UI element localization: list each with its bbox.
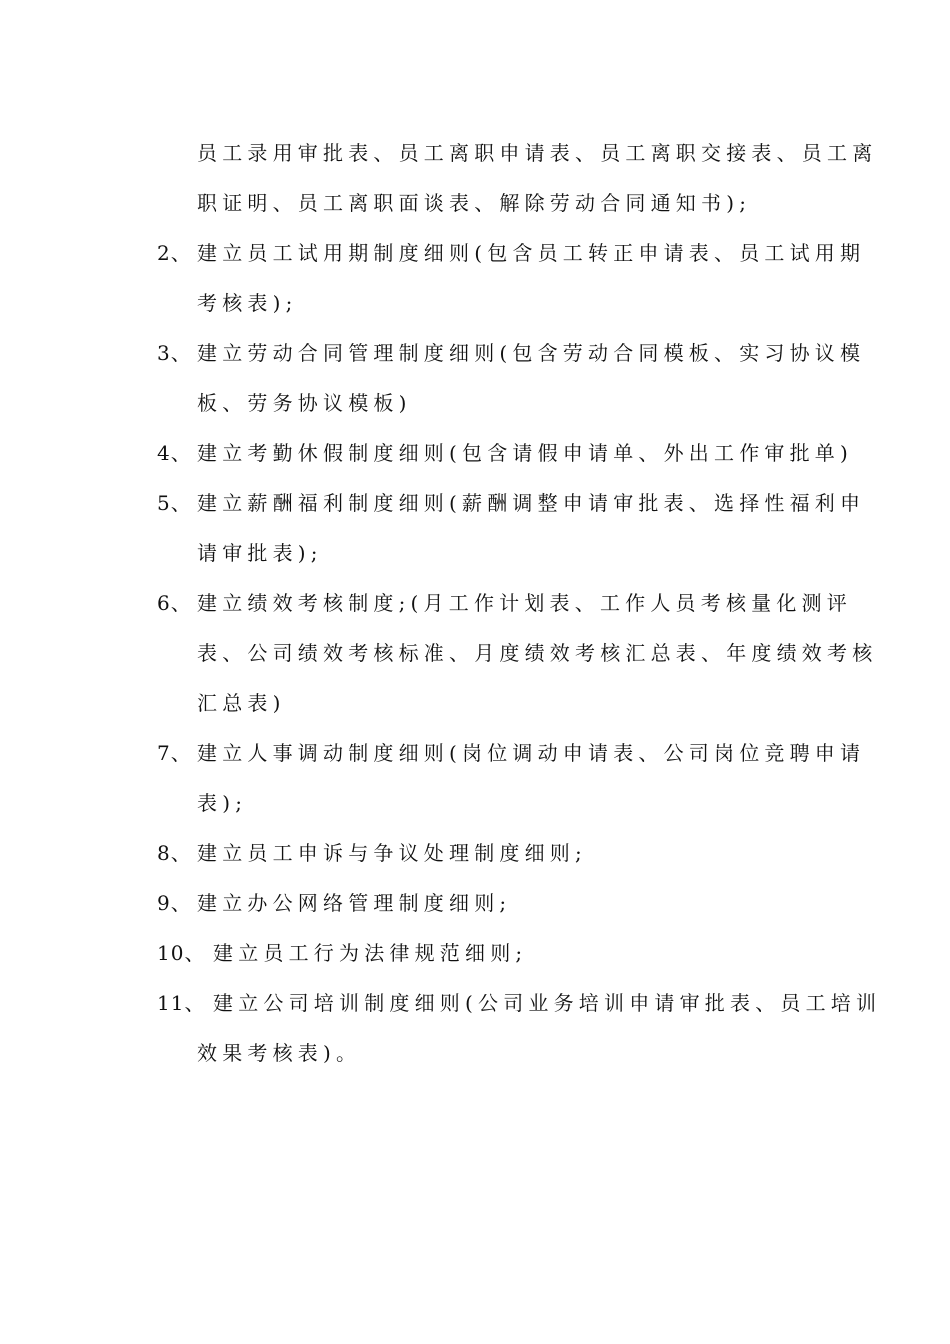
list-item-continuation bbox=[0, 378, 950, 428]
list-item bbox=[0, 428, 950, 478]
list-item-text: 建立员工行为法律规范细则; bbox=[213, 941, 528, 965]
list-item-text: 请审批表); bbox=[197, 541, 323, 565]
list-item-continuation bbox=[0, 678, 950, 728]
list-item-text: 职证明、员工离职面谈表、解除劳动合同通知书); bbox=[197, 191, 752, 215]
list-item bbox=[0, 978, 950, 1028]
document-body bbox=[0, 128, 950, 1078]
list-item-text: 建立公司培训制度细则(公司业务培训申请审批表、员工培训 bbox=[213, 991, 882, 1015]
list-item-continuation bbox=[0, 628, 950, 678]
list-item-continuation bbox=[0, 528, 950, 578]
list-item-continuation bbox=[0, 178, 950, 228]
list-item bbox=[0, 728, 950, 778]
list-item-text: 建立员工申诉与争议处理制度细则; bbox=[197, 841, 587, 865]
list-item bbox=[0, 578, 950, 628]
list-item-continuation bbox=[0, 778, 950, 828]
list-item-number: 7、 bbox=[157, 741, 192, 765]
list-item-number: 5、 bbox=[157, 491, 192, 515]
list-item-text: 建立绩效考核制度;(月工作计划表、工作人员考核量化测评 bbox=[197, 591, 852, 615]
list-item-number: 10、 bbox=[157, 941, 206, 965]
list-item-number: 9、 bbox=[157, 891, 192, 915]
list-item-text: 建立劳动合同管理制度细则(包含劳动合同模板、实习协议模 bbox=[197, 341, 866, 365]
list-item-text: 效果考核表)。 bbox=[197, 1041, 362, 1065]
list-item-text: 考核表); bbox=[197, 291, 298, 315]
list-item-continuation bbox=[0, 128, 950, 178]
list-item-text: 建立薪酬福利制度细则(薪酬调整申请审批表、选择性福利申 bbox=[197, 491, 866, 515]
list-item-number: 3、 bbox=[157, 341, 192, 365]
list-item bbox=[0, 928, 950, 978]
list-item-number: 4、 bbox=[157, 441, 192, 465]
list-item bbox=[0, 828, 950, 878]
list-item bbox=[0, 478, 950, 528]
list-item-number: 11、 bbox=[157, 991, 206, 1015]
list-item-text: 汇总表) bbox=[197, 691, 286, 715]
list-item-text: 板、劳务协议模板) bbox=[197, 391, 412, 415]
list-item-number: 2、 bbox=[157, 241, 192, 265]
list-item-text: 表、公司绩效考核标准、月度绩效考核汇总表、年度绩效考核 bbox=[197, 641, 878, 665]
list-item bbox=[0, 878, 950, 928]
list-item-continuation bbox=[0, 1028, 950, 1078]
list-item-text: 建立办公网络管理制度细则; bbox=[197, 891, 512, 915]
list-item-text: 建立员工试用期制度细则(包含员工转正申请表、员工试用期 bbox=[197, 241, 866, 265]
list-item-number: 6、 bbox=[157, 591, 192, 615]
list-item bbox=[0, 328, 950, 378]
list-item-continuation bbox=[0, 278, 950, 328]
list-item bbox=[0, 228, 950, 278]
list-item-text: 表); bbox=[197, 791, 248, 815]
list-item-text: 员工录用审批表、员工离职申请表、员工离职交接表、员工离 bbox=[197, 141, 878, 165]
list-item-number: 8、 bbox=[157, 841, 192, 865]
list-item-text: 建立考勤休假制度细则(包含请假申请单、外出工作审批单) bbox=[197, 441, 854, 465]
list-item-text: 建立人事调动制度细则(岗位调动申请表、公司岗位竞聘申请 bbox=[197, 741, 866, 765]
